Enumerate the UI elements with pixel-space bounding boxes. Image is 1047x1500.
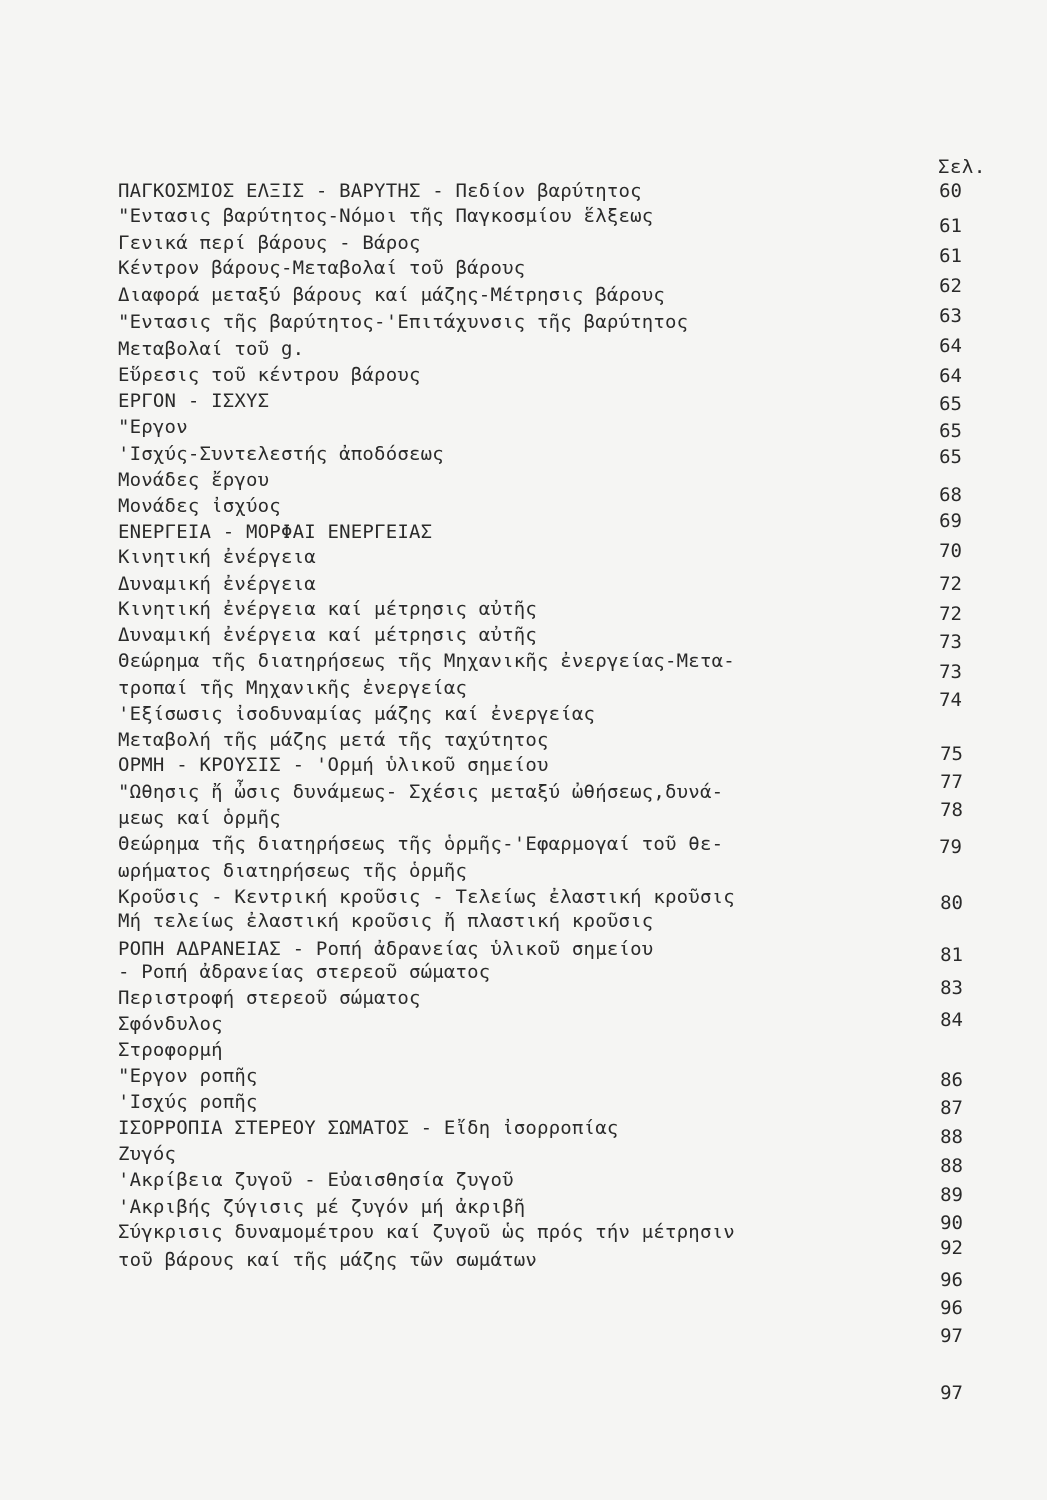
toc-entry-title: ΕΡΓΟΝ - ΙΣΧΥΣ (118, 390, 270, 412)
toc-entry-title: Ζυγός (118, 1143, 177, 1165)
toc-entry-page-number: 84 (940, 1009, 963, 1031)
toc-entry-title: Διαφορά μεταξύ βάρους καί μάζης-Μέτρησις βάρους (118, 284, 666, 306)
toc-entry-title: 'Ισχύς ροπῆς (118, 1091, 258, 1113)
toc-entry-title: Θεώρημα τῆς διατηρήσεως τῆς Μηχανικῆς ἐνεργείας-Μετα- (118, 650, 735, 672)
toc-entry-page-number: 63 (939, 305, 962, 327)
toc-entry-page-number: 61 (939, 245, 962, 267)
toc-entry-title: 'Ισχύς-Συντελεστής ἀποδόσεως (118, 443, 444, 465)
toc-entry-title: 'Ακριβής ζύγισις μέ ζυγόν μή ἀκριβῆ (118, 1196, 526, 1218)
toc-entry-page-number: 81 (940, 944, 963, 966)
toc-entry-page-number: 62 (939, 275, 962, 297)
page-column-header: Σελ. (938, 156, 986, 178)
toc-entry-page-number: 73 (939, 661, 962, 683)
toc-entry-page-number: 97 (940, 1325, 963, 1347)
toc-entry-title: - Ροπή ἀδρανείας στερεοῦ σώματος (118, 961, 491, 983)
toc-entry-title: ΟΡΜΗ - ΚΡΟΥΣΙΣ - 'Ορμή ὑλικοῦ σημείου (118, 754, 549, 776)
toc-entry-page-number: 72 (939, 573, 962, 595)
toc-entry-title: Γενικά περί βάρους - Βάρος (118, 232, 421, 254)
toc-entry-page-number: 90 (940, 1212, 963, 1234)
toc-entry-title: Μή τελείως ἐλαστική κροῦσις ἤ πλαστική κροῦσις (118, 910, 654, 932)
toc-entry-title: Εὕρεσις τοῦ κέντρου βάρους (118, 364, 421, 386)
toc-entry-page-number: 88 (940, 1155, 963, 1177)
toc-entry-page-number: 68 (939, 484, 962, 506)
toc-entry-title: "Εντασις τῆς βαρύτητος-'Επιτάχυνσις τῆς βαρύτητος (118, 311, 689, 333)
toc-entry-title: Μεταβολή τῆς μάζης μετά τῆς ταχύτητος (118, 729, 549, 751)
toc-entry-title: "Εργον (118, 416, 188, 438)
toc-entry-title: Περιστροφή στερεοῦ σώματος (118, 987, 421, 1009)
toc-entry-page-number: 89 (940, 1184, 963, 1206)
toc-entry-title: ΙΣΟΡΡΟΠΙΑ ΣΤΕΡΕΟΥ ΣΩΜΑΤΟΣ - Εἴδη ἰσορροπίας (118, 1117, 619, 1139)
toc-entry-title: Δυναμική ἐνέργεια καί μέτρησις αὐτῆς (118, 624, 538, 646)
toc-entry-title: Κινητική ἐνέργεια καί μέτρησις αὐτῆς (118, 598, 538, 620)
toc-entry-page-number: 75 (940, 743, 963, 765)
toc-entry-page-number: 65 (939, 446, 962, 468)
toc-entry-page-number: 72 (939, 603, 962, 625)
toc-entry-page-number: 83 (940, 977, 963, 999)
toc-entry-title: Κινητική ἐνέργεια (118, 546, 316, 568)
toc-entry-page-number: 86 (940, 1069, 963, 1091)
toc-entry-page-number: 73 (939, 631, 962, 653)
toc-entry-title: "Εργον ροπῆς (118, 1065, 258, 1087)
toc-entry-title: Κροῦσις - Κεντρική κροῦσις - Τελείως ἐλαστική κροῦσις (118, 886, 735, 908)
toc-entry-title: Μονάδες ἰσχύος (118, 495, 281, 517)
toc-entry-title: Κέντρον βάρους-Μεταβολαί τοῦ βάρους (118, 257, 526, 279)
toc-entry-title: ΠΑΓΚΟΣΜΙΟΣ ΕΛΞΙΣ - ΒΑΡΥΤΗΣ - Πεδίον βαρύτητος (118, 180, 642, 202)
toc-entry-title: "Ωθησις ἤ ὦσις δυνάμεως- Σχέσις μεταξύ ὠθήσεως,δυνά- (118, 781, 724, 803)
toc-entry-page-number: 79 (939, 836, 962, 858)
toc-entry-title: Μονάδες ἔργου (118, 469, 270, 491)
toc-entry-page-number: 65 (939, 420, 962, 442)
toc-entry-page-number: 61 (939, 215, 962, 237)
toc-entry-title: Θεώρημα τῆς διατηρήσεως τῆς ὁρμῆς-'Εφαρμογαί τοῦ θε- (118, 833, 724, 855)
toc-entry-title: 'Εξίσωσις ἰσοδυναμίας μάζης καί ἐνεργείας (118, 703, 596, 725)
toc-entry-title: μεως καί ὁρμῆς (118, 807, 281, 829)
toc-entry-page-number: 78 (940, 799, 963, 821)
toc-entry-title: Δυναμική ἐνέργεια (118, 573, 316, 595)
toc-entry-title: Μεταβολαί τοῦ g. (118, 338, 305, 360)
toc-entry-title: "Εντασις βαρύτητος-Νόμοι τῆς Παγκοσμίου ἕλξεως (118, 205, 654, 227)
toc-entry-page-number: 80 (940, 892, 963, 914)
toc-entry-page-number: 88 (940, 1126, 963, 1148)
toc-entry-title: τοῦ βάρους καί τῆς μάζης τῶν σωμάτων (118, 1249, 538, 1271)
toc-entry-title: ΕΝΕΡΓΕΙΑ - ΜΟΡΦΑΙ ΕΝΕΡΓΕΙΑΣ (118, 521, 433, 543)
toc-entry-title: Σύγκρισις δυναμομέτρου καί ζυγοῦ ὡς πρός τήν μέτρησιν (118, 1221, 735, 1243)
toc-entry-title: 'Ακρίβεια ζυγοῦ - Εὐαισθησία ζυγοῦ (118, 1169, 514, 1191)
toc-entry-title: Στροφορμή (118, 1039, 223, 1061)
toc-entry-page-number: 96 (940, 1269, 963, 1291)
toc-entry-title: ωρήματος διατηρήσεως τῆς ὁρμῆς (118, 860, 468, 882)
toc-entry-page-number: 74 (939, 689, 962, 711)
toc-entry-title: ΡΟΠΗ ΑΔΡΑΝΕΙΑΣ - Ροπή ἀδρανείας ὑλικοῦ σημείου (118, 938, 654, 960)
toc-entry-page-number: 87 (940, 1097, 963, 1119)
toc-entry-page-number: 64 (939, 365, 962, 387)
toc-entry-title: τροπαί τῆς Μηχανικῆς ἐνεργείας (118, 677, 468, 699)
toc-entry-page-number: 69 (939, 510, 962, 532)
toc-entry-page-number: 70 (939, 540, 962, 562)
toc-entry-page-number: 97 (940, 1382, 963, 1404)
toc-entry-page-number: 64 (939, 335, 962, 357)
toc-entry-page-number: 60 (939, 180, 962, 202)
toc-entry-page-number: 92 (940, 1237, 963, 1259)
toc-entry-title: Σφόνδυλος (118, 1013, 223, 1035)
toc-entry-page-number: 65 (939, 393, 962, 415)
toc-entry-page-number: 96 (940, 1297, 963, 1319)
toc-entry-page-number: 77 (940, 771, 963, 793)
